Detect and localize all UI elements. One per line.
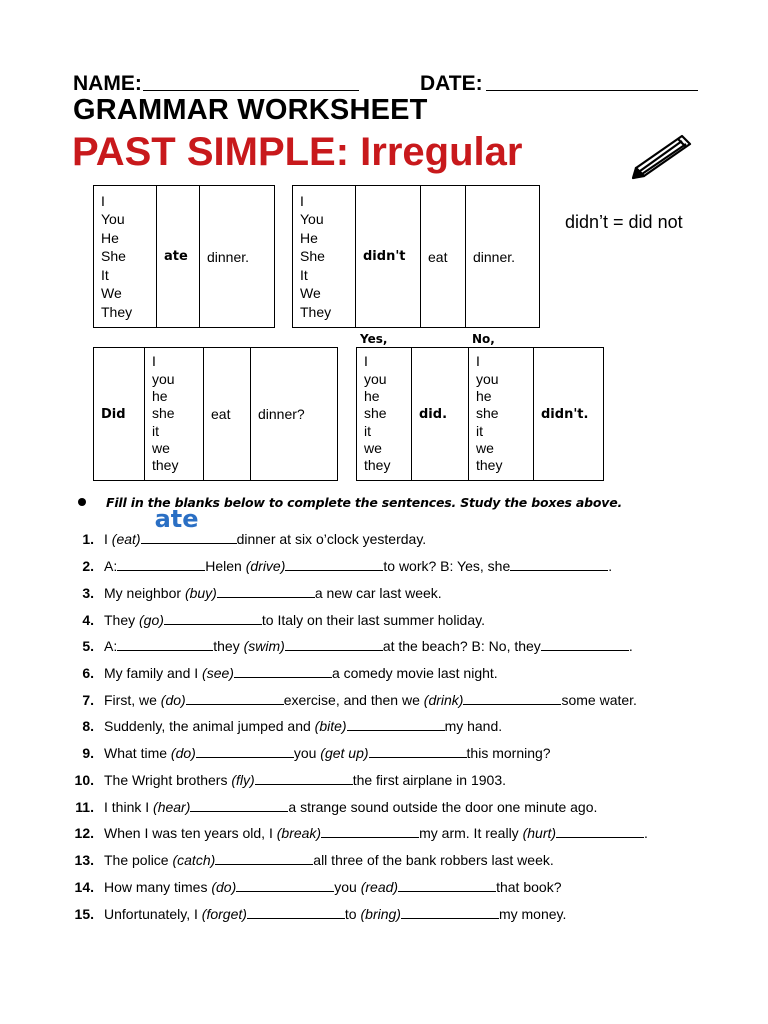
verb-cell: eat [421, 186, 466, 328]
date-field[interactable] [486, 72, 698, 91]
pronoun: they [476, 457, 503, 474]
object-cell: dinner. [466, 186, 540, 328]
verb-hint: (break) [276, 825, 322, 841]
pronoun: I [300, 192, 304, 209]
verb-hint: (swim) [243, 638, 285, 654]
note-text: didn’t = did not [565, 212, 683, 232]
item-text: The police [104, 852, 173, 868]
item-text: . [628, 638, 633, 654]
item-text: The Wright brothers [104, 772, 232, 788]
exercise-item [66, 610, 485, 630]
answer-blank[interactable] [463, 691, 561, 705]
aux-cell: Did [94, 348, 145, 481]
pronoun-list [469, 348, 534, 481]
item-text: they [213, 638, 244, 654]
pronoun-list [145, 348, 204, 481]
answer-blank[interactable] [398, 878, 496, 892]
pronoun: I [152, 353, 156, 370]
date-label: DATE: [420, 72, 483, 95]
pronoun: I [364, 353, 368, 370]
pronoun: it [364, 422, 371, 439]
item-text: I [104, 531, 112, 547]
pronoun: They [101, 303, 133, 320]
pronoun-list [357, 348, 412, 481]
affirmative-box [93, 185, 275, 328]
verb-hint: (hear) [153, 799, 191, 815]
bullet-icon [78, 498, 86, 506]
pronoun: I [476, 353, 480, 370]
answer-blank[interactable] [217, 584, 315, 598]
item-text: A: [104, 558, 118, 574]
answer-blank[interactable] [247, 905, 345, 919]
item-text: you [293, 745, 321, 761]
exercise-item [66, 636, 633, 656]
pronoun: They [300, 303, 332, 320]
answer-blank[interactable] [321, 824, 419, 838]
answer-blank[interactable] [510, 557, 608, 571]
pronoun: We [300, 285, 321, 302]
item-text: a strange sound outside the door one minute ago. [288, 799, 598, 815]
item-text: My family and I [104, 665, 203, 681]
page-title: GRAMMAR WORKSHEET [73, 94, 428, 126]
exercise-item [66, 904, 566, 924]
name-label: NAME: [73, 72, 142, 95]
pronoun-list [293, 186, 356, 328]
item-text: the first airplane in 1903. [352, 772, 507, 788]
answer-blank[interactable] [285, 557, 383, 571]
page-subtitle: PAST SIMPLE: Irregular [72, 130, 523, 174]
yes-aux-cell: did. [412, 348, 469, 481]
verb-hint: (forget) [201, 906, 247, 922]
answer-blank[interactable] [117, 637, 213, 651]
answer-blank[interactable] [541, 637, 629, 651]
item-text: that book? [496, 879, 562, 895]
verb-hint: (read) [360, 879, 399, 895]
exercise-item [66, 583, 442, 603]
item-number: 13. [74, 852, 94, 868]
verb-hint: (hurt) [522, 825, 557, 841]
item-text: some water. [561, 692, 637, 708]
sample-answer: ate [154, 505, 199, 533]
pronoun: we [364, 439, 382, 456]
item-text: to [344, 906, 361, 922]
exercise-item [66, 823, 648, 843]
pronoun: it [476, 422, 483, 439]
question-box [93, 347, 338, 481]
name-field[interactable] [143, 72, 359, 91]
pronoun: we [152, 439, 170, 456]
item-number: 8. [82, 718, 94, 734]
item-text: a new car last week. [314, 585, 442, 601]
item-text: First, we [104, 692, 161, 708]
exercise-item [66, 797, 597, 817]
item-text: What time [104, 745, 171, 761]
verb-cell: eat [204, 348, 251, 481]
pronoun: she [364, 405, 387, 422]
item-text: Suddenly, the animal jumped and [104, 718, 315, 734]
item-number: 2. [82, 558, 94, 574]
exercise-item [66, 877, 561, 897]
item-text: Unfortunately, I [104, 906, 202, 922]
pronoun-list [94, 186, 157, 328]
object-cell: dinner? [251, 348, 338, 481]
item-number: 3. [82, 585, 94, 601]
exercise-item [66, 505, 427, 549]
item-number: 6. [82, 665, 94, 681]
pronoun: you [152, 370, 175, 387]
verb-hint: (see) [202, 665, 234, 681]
pronoun: You [300, 211, 324, 228]
short-answer-box [356, 347, 604, 481]
pronoun: she [476, 405, 499, 422]
verb-hint: (eat) [111, 531, 141, 547]
verb-hint: (drink) [423, 692, 464, 708]
item-number: 12. [74, 825, 94, 841]
item-text: How many times [104, 879, 212, 895]
answer-blank[interactable] [117, 557, 205, 571]
verb-hint: (fly) [231, 772, 255, 788]
answer-blank[interactable] [186, 691, 284, 705]
verb-cell: ate [157, 186, 200, 328]
instruction: Fill in the blanks below to complete the sentences. Study the boxes above. [106, 495, 623, 510]
item-text: Helen [205, 558, 246, 574]
no-aux-cell: didn't. [534, 348, 604, 481]
pencil-icon [632, 130, 694, 180]
item-text: . [644, 825, 648, 841]
item-text: dinner at six o’clock yesterday. [236, 531, 427, 547]
answer-blank[interactable] [285, 637, 383, 651]
pronoun: they [152, 457, 179, 474]
pronoun: I [101, 192, 105, 209]
pronoun: he [476, 388, 492, 405]
item-text: A: [104, 638, 118, 654]
exercise-item [66, 743, 551, 763]
answer-blank[interactable] [236, 878, 334, 892]
item-text: you [334, 879, 361, 895]
item-text: exercise, and then we [283, 692, 424, 708]
negative-box [292, 185, 540, 328]
verb-hint: (do) [170, 745, 196, 761]
pronoun: it [152, 422, 159, 439]
verb-hint: (go) [139, 612, 164, 628]
pronoun: he [152, 388, 168, 405]
pronoun: It [300, 266, 308, 283]
verb-hint: (do) [160, 692, 186, 708]
answer-blank[interactable] [190, 798, 288, 812]
item-text: I think I [104, 799, 154, 815]
item-text: my hand. [444, 718, 503, 734]
item-text: all three of the bank robbers last week. [313, 852, 554, 868]
verb-hint: (catch) [172, 852, 216, 868]
exercise-item [66, 716, 502, 736]
answer-blank[interactable] [401, 905, 499, 919]
pronoun: She [300, 248, 325, 265]
item-number: 7. [82, 692, 94, 708]
pronoun: It [101, 266, 109, 283]
exercise-item [66, 850, 554, 870]
pronoun: He [300, 229, 318, 246]
no-label: No, [472, 332, 495, 346]
verb-hint: (buy) [184, 585, 217, 601]
item-number: 10. [74, 772, 94, 788]
pronoun: He [101, 229, 119, 246]
answer-blank[interactable] [215, 851, 313, 865]
item-number: 14. [74, 879, 94, 895]
item-number: 1. [82, 531, 94, 547]
verb-hint: (do) [211, 879, 237, 895]
pronoun: she [152, 405, 175, 422]
item-number: 4. [82, 612, 94, 628]
pronoun: She [101, 248, 126, 265]
pronoun: You [101, 211, 125, 228]
verb-hint: (drive) [245, 558, 286, 574]
item-text: . [608, 558, 613, 574]
answer-blank[interactable] [196, 744, 294, 758]
item-text: my money. [498, 906, 567, 922]
pronoun: you [476, 370, 499, 387]
item-text: a comedy movie last night. [331, 665, 498, 681]
exercise-item [66, 690, 637, 710]
item-text: at the beach? B: No, they [382, 638, 541, 654]
item-text: this morning? [466, 745, 551, 761]
aux-cell: didn't [356, 186, 421, 328]
item-text: to work? B: Yes, she [383, 558, 511, 574]
answer-blank[interactable] [234, 664, 332, 678]
item-text: They [104, 612, 140, 628]
answer-blank[interactable] [347, 717, 445, 731]
exercise-item [66, 770, 506, 790]
object-cell: dinner. [200, 186, 275, 328]
pronoun: We [101, 285, 122, 302]
answer-blank[interactable] [255, 771, 353, 785]
answer-blank[interactable] [556, 824, 644, 838]
item-number: 9. [82, 745, 94, 761]
verb-hint: (bite) [314, 718, 347, 734]
exercise-item [66, 556, 612, 576]
verb-hint: (get up) [320, 745, 369, 761]
item-text: to Italy on their last summer holiday. [261, 612, 485, 628]
pronoun: he [364, 388, 380, 405]
item-number: 5. [82, 638, 94, 654]
pronoun: you [364, 370, 387, 387]
item-number: 11. [75, 799, 94, 815]
item-text: My neighbor [104, 585, 185, 601]
pronoun: we [476, 439, 494, 456]
exercise-item [66, 663, 498, 683]
pronoun: they [364, 457, 391, 474]
answer-blank[interactable] [164, 611, 262, 625]
verb-hint: (bring) [360, 906, 401, 922]
answer-blank[interactable] [369, 744, 467, 758]
item-number: 15. [74, 906, 94, 922]
item-text: my arm. It really [419, 825, 523, 841]
item-text: When I was ten years old, I [104, 825, 277, 841]
yes-label: Yes, [360, 332, 388, 346]
